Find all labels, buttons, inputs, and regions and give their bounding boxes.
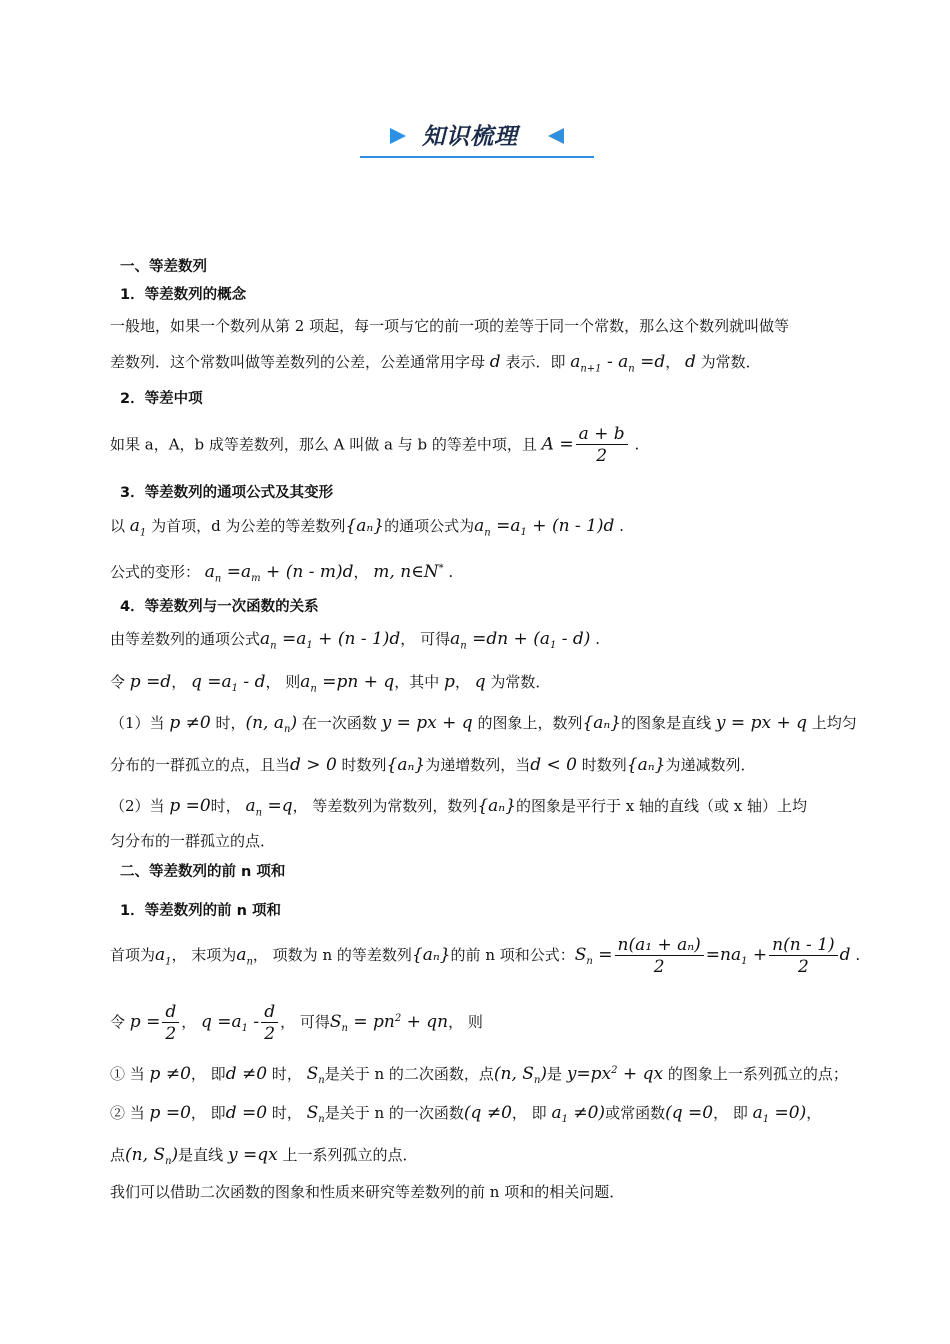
section-heading-2: 二、等差数列的前 n 项和 bbox=[120, 864, 286, 880]
paragraph-line: 令 p =d， $q =a_1 - d$， 则$a_n =pn + q$，其中 p， q 为常数． bbox=[110, 672, 551, 695]
paragraph-line: 令 p = $\frac{d}{2}$ ， $q =a_1$ - $\frac{d}{2}$ ， 可得$S_n = pn^2$ + qn， 则 bbox=[110, 1001, 483, 1044]
paragraph-line: 首项为$a_1$， 末项为$a_n$， 项数为 n 的等差数列{aₙ}的前 n 项和公式：$S_n$ = $\frac{\text{n(a₁ + aₙ)}}{2}$ $=na_1$ + $\frac{n(n - 1)}{2}$ d . bbox=[110, 934, 861, 977]
paragraph-line: 一般地，如果一个数列从第 2 项起，每一项与它的前一项的差等于同一个常数，那么这个数列就叫做等 bbox=[110, 317, 790, 335]
paragraph-line: 公式的变形： $a_n =a_m + (n - m)d$， m, n∈N* . bbox=[110, 562, 454, 585]
paragraph-line: 匀分布的一群孤立的点． bbox=[110, 832, 276, 850]
paragraph-line: 以 $a_1$ 为首项，d 为公差的等差数列{aₙ}的通项公式为$a_n =a_1 + (n - 1)d$ . bbox=[110, 516, 624, 539]
subheading-1-1: 1．等差数列的概念 bbox=[120, 287, 247, 303]
paragraph-line: 由等差数列的通项公式$a_n =a_1 + (n - 1)d$， 可得$a_n =dn + (a_1 - d)$ . bbox=[110, 629, 600, 652]
paragraph-line: ② 当 p =0， 即d =0 时， $S_n$是关于 n 的一次函数(q ≠0， 即 $a_1 \ne 0$)或常函数(q =0， 即 $a_1 =0$)， bbox=[110, 1103, 822, 1125]
paragraph-line: 差数列．这个常数叫做等差数列的公差，公差通常用字母 d 表示．即 $a_{n+1} - a_n =d$， d 为常数． bbox=[110, 352, 761, 375]
section-banner bbox=[360, 112, 594, 160]
subheading-2-1: 1．等差数列的前 n 项和 bbox=[120, 903, 282, 919]
subheading-1-4: 4．等差数列与一次函数的关系 bbox=[120, 599, 319, 615]
paragraph-line: （1）当 p ≠0 时，(n, $a_n$) 在一次函数 y = px + q 的图象上，数列{aₙ}的图象是直线 y = px + q 上均匀 bbox=[110, 713, 857, 735]
banner-underline bbox=[360, 156, 594, 158]
paragraph-line: 如果 a，A，b 成等差数列，那么 A 叫做 a 与 b 的等差中项，且 A = $\frac{a + b}{2}$ . bbox=[110, 424, 640, 466]
triangle-right-icon bbox=[390, 128, 406, 144]
banner-title: 知识梳理 bbox=[422, 124, 518, 150]
paragraph-line: （2）当 p =0时， $a_n =q$， 等差数列为常数列，数列{aₙ}的图象是平行于 x 轴的直线（或 x 轴）上均 bbox=[110, 796, 808, 819]
paragraph-line: 我们可以借助二次函数的图象和性质来研究等差数列的前 n 项和的相关问题． bbox=[110, 1183, 625, 1201]
subheading-1-3: 3．等差数列的通项公式及其变形 bbox=[120, 485, 334, 501]
paragraph-line: ① 当 p ≠0， 即d ≠0 时， $S_n$是关于 n 的二次函数，点(n, $S_n$)是 $y=px^2$ + qx 的图象上一系列孤立的点； bbox=[110, 1064, 848, 1086]
paragraph-line: 点(n, $S_n$)是直线 y =qx 上一系列孤立的点． bbox=[110, 1145, 418, 1167]
paragraph-line: 分布的一群孤立的点，且当d > 0 时数列{aₙ}为递增数列，当d < 0 时数列{aₙ}为递减数列． bbox=[110, 755, 756, 775]
triangle-left-icon bbox=[548, 128, 564, 144]
section-heading-1: 一、等差数列 bbox=[120, 259, 207, 275]
subheading-1-2: 2．等差中项 bbox=[120, 391, 203, 407]
